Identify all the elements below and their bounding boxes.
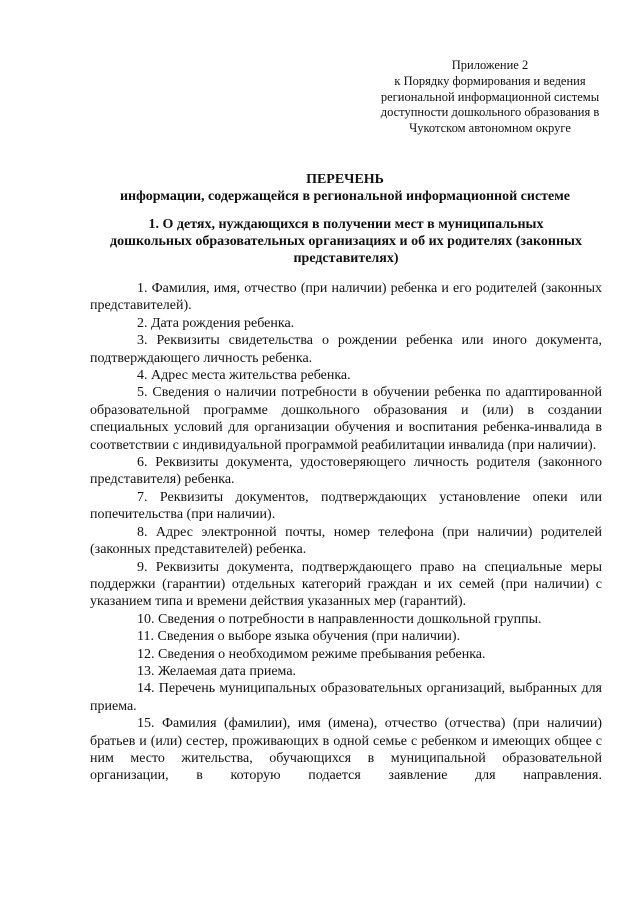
list-item: 13. Желаемая дата приема. — [137, 663, 297, 679]
appendix-line: региональной информационной системы — [380, 89, 600, 104]
appendix-line: Приложение 2 — [451, 58, 529, 72]
list-item: 9. Реквизиты документа, подтверждающего право на специальные меры поддержки (гарантии) отдельных категорий граждан и их семей (при наличии) с указанием типа и времени действия указанных мер (гарантий). — [90, 559, 602, 610]
section-heading — [90, 216, 602, 267]
appendix-line: доступности дошкольного образования в — [380, 105, 600, 120]
list-item: 6. Реквизиты документа, удостоверяющего личность родителя (законного представителя) ребенка. — [90, 455, 602, 488]
appendix-line: Чукотском автономном округе — [409, 121, 571, 136]
list-item: 2. Дата рождения ребенка. — [137, 315, 295, 331]
list-item: 14. Перечень муниципальных образовательных организаций, выбранных для приема. — [90, 681, 602, 714]
section-heading-line: представителях) — [293, 251, 399, 266]
list-item: 4. Адрес места жительства ребенка. — [137, 368, 351, 384]
document-title: ПЕРЕЧЕНЬ — [306, 172, 384, 187]
list-item: 8. Адрес электронной почты, номер телефона (при наличии) родителей (законных представителей) ребенка. — [90, 524, 602, 558]
section-heading-line: 1. О детях, нуждающихся в получении мест в муниципальных — [148, 217, 544, 232]
appendix-note — [360, 58, 620, 137]
list-item: 12. Сведения о необходимом режиме пребывания ребенка. — [137, 646, 486, 662]
list-item: 15. Фамилия (фамилии), имя (имена), отчество (отчества) (при наличии) братьев и (или) сестер, проживающих в одной семье с ребенком и имеющих общее с ним место жительства, обучающихся в муниципальной образовательной организации, в которую подается заявление для направления. — [90, 716, 602, 784]
list-item: 10. Сведения о потребности в направленности дошкольной группы. — [137, 611, 542, 627]
list-item: 1. Фамилия, имя, отчество (при наличии) ребенка и его родителей (законных представителей). — [90, 281, 602, 314]
list-item: 7. Реквизиты документов, подтверждающих установление опеки или попечительства (при наличии). — [90, 489, 602, 523]
document-subtitle: информации, содержащейся в региональной информационной системе — [119, 189, 571, 204]
section-heading-line: дошкольных образовательных организациях и об их родителях (законных — [110, 234, 582, 249]
items-list — [90, 280, 602, 785]
list-item: 11. Сведения о выборе языка обучения (при наличии). — [137, 629, 461, 645]
list-item: 3. Реквизиты свидетельства о рождении ребенка или иного документа, подтверждающего личность ребенка. — [90, 333, 602, 366]
appendix-line: к Порядку формирования и ведения — [394, 73, 586, 88]
list-item: 5. Сведения о наличии потребности в обучении ребенка по адаптированной образовательной программе дошкольного образования и (или) в создании специальных условий для организации обучения и воспитания ребенка-инвалида в соответствии с индивидуальной программой реабилитации инвалида (при наличии). — [90, 385, 602, 453]
